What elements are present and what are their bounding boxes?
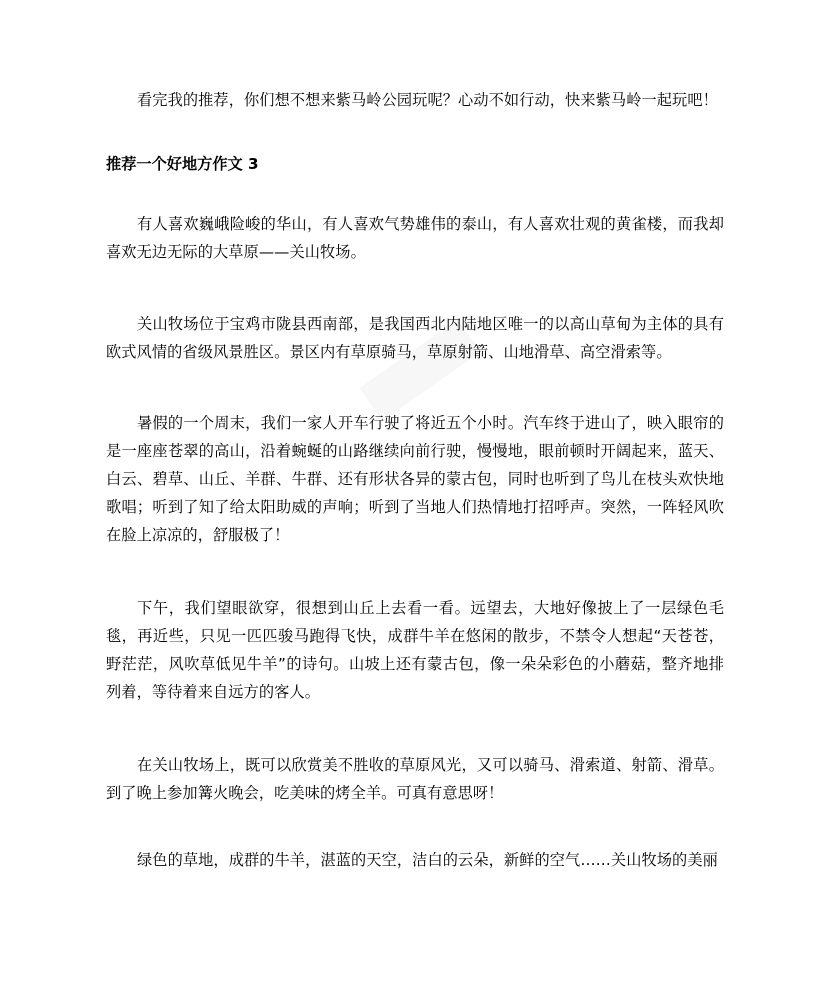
paragraph-activities: 在关山牧场上，既可以欣赏美不胜收的草原风光，又可以骑马、滑索道、射箭、滑草。到了晚上参加篝火晚会，吃美味的烤全羊。可真有意思呀！ bbox=[106, 756, 724, 802]
paragraph-location: 关山牧场位于宝鸡市陇县西南部，是我国西北内陆地区唯一的以高山草甸为主体的具有欧式风情的省级风景胜区。景区内有草原骑马，草原射箭、山地滑草、高空滑索等。 bbox=[106, 315, 724, 361]
section-heading: 推荐一个好地方作文 3 bbox=[106, 155, 259, 173]
paragraph-intro: 有人喜欢巍峨险峻的华山，有人喜欢气势雄伟的泰山，有人喜欢壮观的黄雀楼，而我却喜欢无边无际的大草原——关山牧场。 bbox=[106, 215, 724, 261]
paragraph-ending: 绿色的草地，成群的牛羊，湛蓝的天空，洁白的云朵，新鲜的空气……关山牧场的美丽 bbox=[137, 851, 718, 869]
paragraph-journey: 暑假的一个周末，我们一家人开车行驶了将近五个小时。汽车终于进山了，映入眼帘的是一座座苍翠的高山，沿着蜿蜒的山路继续向前行驶，慢慢地，眼前顿时开阔起来，蓝天、白云、碧草、山丘、羊群、牛群、还有形状各异的蒙古包，同时也听到了鸟儿在枝头欢快地歌唱；听到了知了给太阳助威的声响；听到了当地人们热情地打招呼声。突然，一阵轻风吹在脸上凉凉的，舒服极了！ bbox=[106, 414, 724, 544]
paragraph-closing: 看完我的推荐，你们想不想来紫马岭公园玩呢？心动不如行动，快来紫马岭一起玩吧！ bbox=[137, 91, 718, 109]
paragraph-afternoon: 下午，我们望眼欲穿，很想到山丘上去看一看。远望去，大地好像披上了一层绿色毛毯，再近些，只见一匹匹骏马跑得飞快，成群牛羊在悠闲的散步，不禁令人想起“天苍苍，野茫茫，风吹草低见牛羊”的诗句。山坡上还有蒙古包，像一朵朵彩色的小蘑菇，整齐地排列着，等待着来自远方的客人。 bbox=[106, 599, 724, 701]
